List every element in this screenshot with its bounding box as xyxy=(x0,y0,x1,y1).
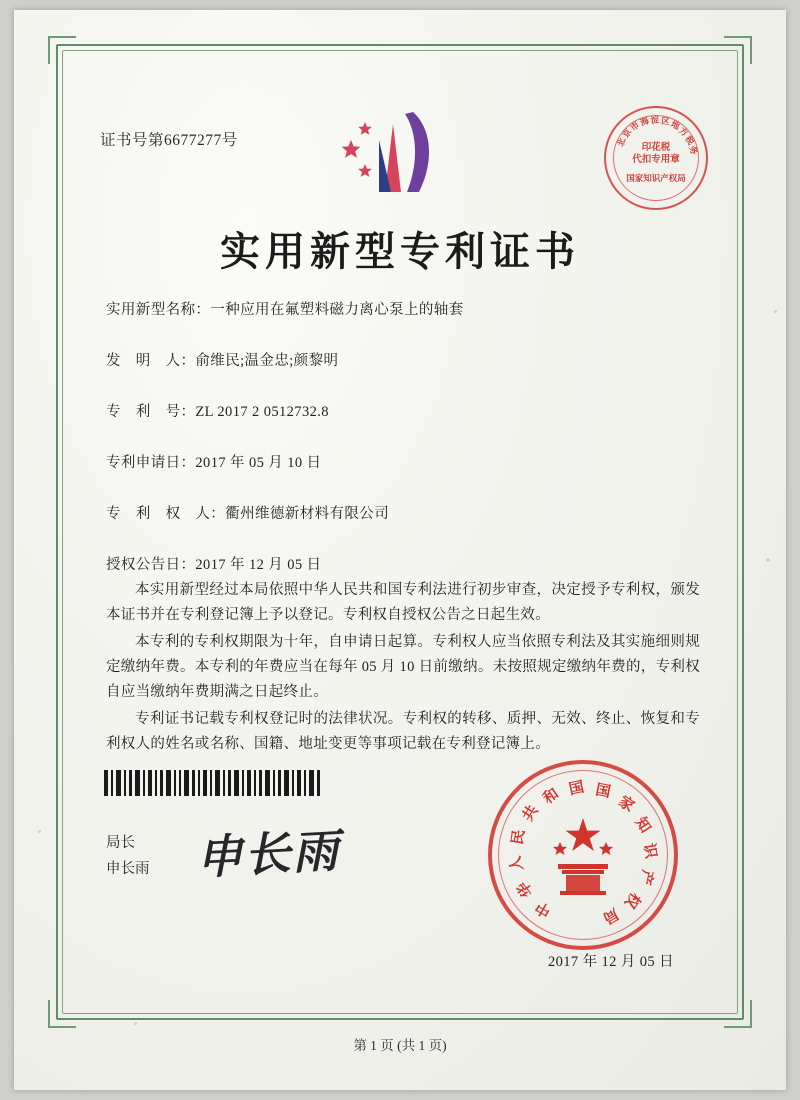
paragraph: 本实用新型经过本局依照中华人民共和国专利法进行初步审查，决定授予专利权，颁发本证书并在专利登记簿上予以登记。专利权自授权公告之日起生效。 xyxy=(106,582,700,623)
field-value: ZL 2017 2 0512732.8 xyxy=(195,404,329,420)
field-list xyxy=(106,298,706,604)
field-label: 授权公告日： xyxy=(106,557,196,573)
paragraph: 专利证书记载专利权登记时的法律状况。专利权的转移、质押、无效、终止、恢复和专利权人的姓名或名称、国籍、地址变更等事项记载在专利登记簿上。 xyxy=(106,711,700,752)
official-seal xyxy=(488,760,678,950)
certificate-number: 证书号第6677277号 xyxy=(100,132,238,149)
field-value: 2017 年 12 月 05 日 xyxy=(195,557,322,573)
seal-center-text: 印花税 代扣专用章 xyxy=(632,143,680,165)
field-row xyxy=(106,553,706,574)
border-corner-top-left xyxy=(48,36,76,64)
field-value: 一种应用在氟塑料磁力离心泵上的轴套 xyxy=(210,302,464,318)
field-label: 专利申请日： xyxy=(106,455,196,471)
director-role-label: 局长 xyxy=(106,835,135,851)
scan-speck xyxy=(38,830,41,833)
seal-bottom-text: 国家知识产权局 xyxy=(626,173,686,183)
field-value: 俞维民;温金忠;颜黎明 xyxy=(195,353,339,369)
certificate-content xyxy=(84,70,716,1000)
field-row xyxy=(106,349,706,370)
body-text xyxy=(106,578,700,759)
field-label: 专 利 权 人： xyxy=(106,506,226,522)
seal-arc-text: 北 京 市 海 淀 区 地 方 税 务 xyxy=(615,114,700,156)
page-footer: 第 1 页 (共 1 页) xyxy=(353,1038,447,1053)
director-name: 申长雨 xyxy=(106,861,150,877)
tax-stamp-seal xyxy=(604,106,708,210)
field-row xyxy=(106,400,706,421)
barcode xyxy=(104,770,320,796)
cnipa-logo-icon xyxy=(335,106,465,202)
page-title: 实用新型专利证书 xyxy=(220,228,580,275)
certificate-page xyxy=(14,10,786,1090)
seal-arc-text: 中 华 人 民 共 和 国 国 家 知 识 产 权 局 xyxy=(505,777,661,928)
border-corner-top-right xyxy=(724,36,752,64)
scan-speck xyxy=(774,310,777,313)
field-label: 专 利 号： xyxy=(106,404,196,420)
border-corner-bottom-left xyxy=(48,1000,76,1028)
scan-speck xyxy=(134,1022,137,1025)
border-corner-bottom-right xyxy=(724,1000,752,1028)
field-value: 衢州维德新材料有限公司 xyxy=(225,506,390,522)
paragraph: 本专利的专利权期限为十年，自申请日起算。专利权人应当依照专利法及其实施细则规定缴纳年费。本专利的年费应当在每年 05 月 10 日前缴纳。未按照规定缴纳年费的，专利权自应当缴纳年费期满之日起终止。 xyxy=(106,634,700,700)
field-row xyxy=(106,502,706,523)
field-label: 实用新型名称： xyxy=(106,302,211,318)
issue-date: 2017 年 12 月 05 日 xyxy=(547,954,674,970)
field-row xyxy=(106,451,706,472)
field-label: 发 明 人： xyxy=(106,353,196,369)
national-emblem-icon xyxy=(540,812,626,898)
signature-block xyxy=(106,830,150,882)
scan-speck xyxy=(766,558,770,562)
field-row xyxy=(106,298,706,319)
handwritten-signature: 申长雨 xyxy=(194,823,342,885)
field-value: 2017 年 05 月 10 日 xyxy=(195,455,322,471)
